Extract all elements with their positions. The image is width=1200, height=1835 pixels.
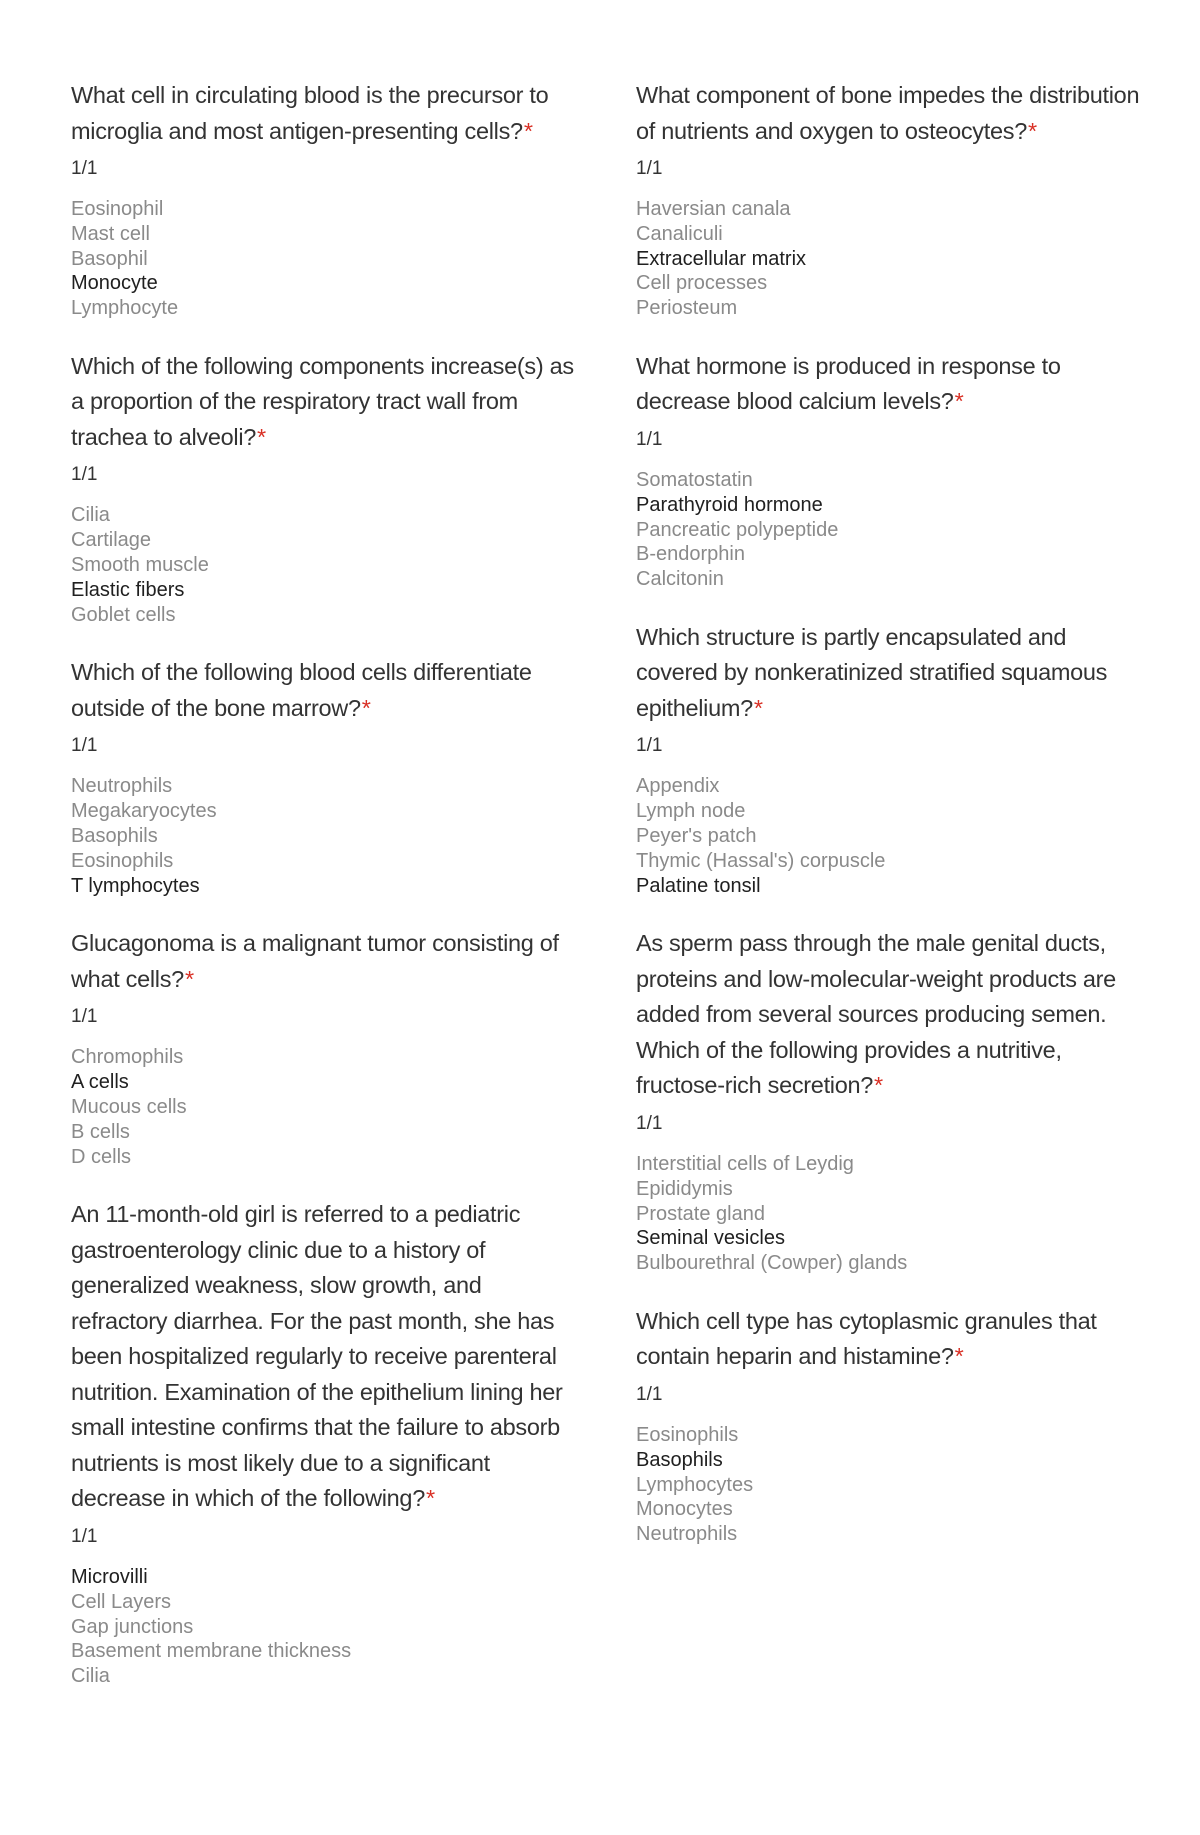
answer-option: Neutrophils bbox=[636, 1523, 738, 1546]
question-text bbox=[71, 78, 576, 149]
score-label: 1/1 bbox=[71, 1006, 98, 1028]
question-block bbox=[636, 349, 1141, 592]
question-label: What cell in circulating blood is the precursor to microglia and most antigen-presenting cells? bbox=[71, 82, 549, 144]
selected-answer-option: Seminal vesicles bbox=[636, 1227, 785, 1250]
question-block bbox=[71, 349, 576, 627]
answer-option: Neutrophils bbox=[71, 775, 173, 798]
answer-option: Cell Layers bbox=[71, 1590, 172, 1613]
question-block bbox=[71, 655, 576, 898]
required-asterisk: * bbox=[874, 1072, 883, 1099]
answer-option: Somatostatin bbox=[636, 468, 753, 491]
answer-option: Cilia bbox=[71, 1665, 110, 1688]
question-text bbox=[636, 1304, 1141, 1375]
answer-option: Lymph node bbox=[636, 800, 746, 823]
answer-option: Lymphocytes bbox=[636, 1473, 754, 1496]
answer-options bbox=[636, 468, 1141, 592]
answer-option: Chromophils bbox=[71, 1046, 184, 1069]
answer-option: Bulbourethral (Cowper) glands bbox=[636, 1252, 908, 1275]
answer-option: Periosteum bbox=[636, 297, 738, 320]
answer-option: Peyer's patch bbox=[636, 825, 757, 848]
answer-option: Mast cell bbox=[71, 222, 150, 245]
answer-option: Eosinophil bbox=[71, 198, 164, 220]
answer-option: Goblet cells bbox=[71, 603, 176, 626]
required-asterisk: * bbox=[954, 388, 964, 415]
score-label: 1/1 bbox=[636, 1383, 663, 1405]
question-text bbox=[71, 926, 576, 997]
score-label: 1/1 bbox=[636, 158, 663, 179]
required-asterisk: * bbox=[257, 423, 266, 450]
required-asterisk: * bbox=[1027, 117, 1037, 144]
question-block bbox=[636, 78, 1141, 321]
answer-option: Interstitial cells of Leydig bbox=[636, 1152, 854, 1175]
answer-options bbox=[636, 1423, 1141, 1547]
selected-answer-option: T lymphocytes bbox=[71, 874, 200, 897]
score-label: 1/1 bbox=[71, 158, 98, 179]
selected-answer-option: Microvilli bbox=[71, 1565, 148, 1588]
question-text bbox=[636, 620, 1141, 727]
required-asterisk: * bbox=[184, 965, 194, 992]
question-label: What component of bone impedes the distribution of nutrients and oxygen to osteocytes? bbox=[636, 82, 1140, 144]
score-label: 1/1 bbox=[636, 1112, 663, 1134]
selected-answer-option: A cells bbox=[71, 1071, 129, 1094]
question-text bbox=[71, 1197, 576, 1517]
answer-option: Basophils bbox=[71, 825, 158, 848]
left-column bbox=[71, 78, 576, 1717]
answer-option: Cilia bbox=[71, 504, 110, 527]
question-text bbox=[636, 349, 1141, 420]
answer-options bbox=[71, 1565, 576, 1689]
answer-option: Canaliculi bbox=[636, 222, 723, 245]
score-label: 1/1 bbox=[636, 428, 663, 450]
answer-option: Cartilage bbox=[71, 529, 152, 552]
answer-option: Appendix bbox=[636, 775, 720, 798]
answer-options bbox=[71, 774, 576, 898]
answer-option: Gap junctions bbox=[71, 1615, 194, 1638]
answer-option: Basement membrane thickness bbox=[71, 1640, 352, 1663]
required-asterisk: * bbox=[361, 694, 371, 721]
required-asterisk: * bbox=[753, 694, 763, 721]
question-label: Which structure is partly encapsulated and covered by nonkeratinized stratified squamous epithelium? bbox=[636, 623, 1108, 721]
answer-options bbox=[71, 503, 576, 627]
answer-option: Haversian canala bbox=[636, 198, 791, 220]
question-block bbox=[71, 78, 576, 321]
answer-option: Cell processes bbox=[636, 272, 768, 295]
required-asterisk: * bbox=[954, 1343, 964, 1370]
answer-option: Eosinophils bbox=[636, 1423, 739, 1446]
answer-option: Epididymis bbox=[636, 1177, 733, 1200]
answer-option: Lymphocyte bbox=[71, 297, 179, 320]
question-label: Which cell type has cytoplasmic granules that contain heparin and histamine? bbox=[636, 1307, 1097, 1370]
score-label: 1/1 bbox=[71, 464, 98, 486]
answer-option: D cells bbox=[71, 1145, 132, 1168]
question-label: Which of the following blood cells differentiate outside of the bone marrow? bbox=[71, 659, 532, 721]
answer-option: Megakaryocytes bbox=[71, 800, 217, 823]
answer-option: Pancreatic polypeptide bbox=[636, 518, 839, 541]
required-asterisk: * bbox=[425, 1485, 435, 1512]
answer-option: Thymic (Hassal's) corpuscle bbox=[636, 849, 886, 872]
question-text bbox=[636, 78, 1141, 149]
answer-option: B-endorphin bbox=[636, 543, 745, 566]
answer-options bbox=[71, 197, 576, 321]
question-text bbox=[636, 926, 1141, 1104]
answer-option: Basophil bbox=[71, 247, 148, 270]
question-text bbox=[71, 349, 576, 456]
question-label: Which of the following components increase(s) as a proportion of the respiratory tract wall from trachea to alveoli? bbox=[71, 352, 574, 450]
answer-option: Eosinophils bbox=[71, 849, 174, 872]
question-block bbox=[636, 1304, 1141, 1547]
answer-option: Mucous cells bbox=[71, 1096, 187, 1119]
selected-answer-option: Monocyte bbox=[71, 272, 158, 295]
question-block bbox=[71, 1197, 576, 1688]
question-label: An 11-month-old girl is referred to a pediatric gastroenterology clinic due to a history of generalized weakness, slow growth, and refractory diarrhea. For the past month, she has been hospitalized regularly to receive parenteral nutrition. Examination of the epithelium lining her small intestine confirms that the failure to absorb nutrients is most likely due to a significant decrease in which of the following? bbox=[71, 1201, 563, 1512]
question-block bbox=[636, 620, 1141, 898]
required-asterisk: * bbox=[523, 117, 533, 144]
score-label: 1/1 bbox=[636, 735, 663, 757]
answer-option: Smooth muscle bbox=[71, 554, 209, 577]
answer-options bbox=[71, 1045, 576, 1169]
answer-options bbox=[636, 197, 1141, 321]
question-label: What hormone is produced in response to decrease blood calcium levels? bbox=[636, 352, 1061, 415]
selected-answer-option: Parathyroid hormone bbox=[636, 493, 823, 516]
answer-option: Calcitonin bbox=[636, 568, 724, 591]
quiz-results bbox=[71, 78, 1141, 1717]
answer-options bbox=[636, 1152, 1141, 1276]
question-block bbox=[636, 926, 1141, 1275]
answer-option: Monocytes bbox=[636, 1498, 733, 1521]
right-column bbox=[636, 78, 1141, 1717]
selected-answer-option: Elastic fibers bbox=[71, 578, 185, 601]
selected-answer-option: Basophils bbox=[636, 1448, 723, 1471]
score-label: 1/1 bbox=[71, 1525, 98, 1547]
answer-option: Prostate gland bbox=[636, 1202, 765, 1225]
question-block bbox=[71, 926, 576, 1169]
question-label: Glucagonoma is a malignant tumor consisting of what cells? bbox=[71, 930, 559, 992]
question-text bbox=[71, 655, 576, 726]
score-label: 1/1 bbox=[71, 735, 98, 757]
answer-option: B cells bbox=[71, 1120, 130, 1143]
question-label: As sperm pass through the male genital ducts, proteins and low-molecular-weight products are added from several sources producing semen. Which of the following provides a nutritive, fructose-rich secretion? bbox=[636, 930, 1116, 1099]
selected-answer-option: Extracellular matrix bbox=[636, 247, 807, 270]
selected-answer-option: Palatine tonsil bbox=[636, 874, 761, 897]
answer-options bbox=[636, 774, 1141, 898]
